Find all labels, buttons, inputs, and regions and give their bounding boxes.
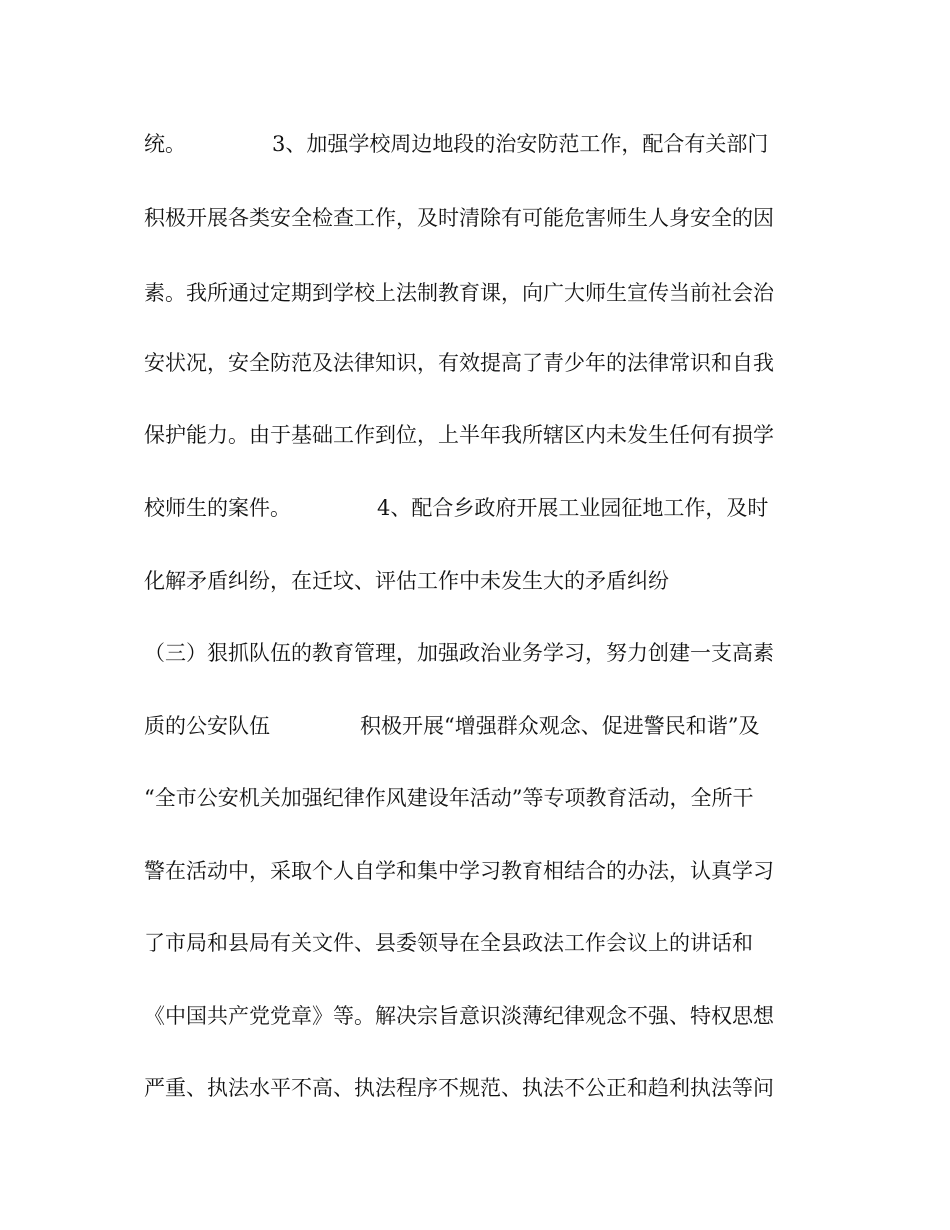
- text-line: [144, 928, 824, 958]
- text-line: [144, 856, 824, 886]
- text-segment: 积极开展“增强群众观念、促进警民和谐”及: [360, 714, 760, 738]
- text-segment: 质的公安队伍: [144, 714, 270, 738]
- text-line: [144, 420, 824, 450]
- text-segment: 严重、执法水平不高、执法程序不规范、执法不公正和趋利执法等问: [144, 1076, 774, 1100]
- text-segment: 校师生的案件。: [144, 496, 291, 520]
- text-segment: 了市局和县局有关文件、县委领导在全县政法工作会议上的讲话和: [144, 931, 753, 955]
- text-segment: 统。: [144, 132, 186, 156]
- text-segment: 《中国共产党党章》等。解决宗旨意识淡薄纪律观念不强、特权思想: [144, 1004, 774, 1028]
- text-segment: 保护能力。由于基础工作到位，上半年我所辖区内未发生任何有损学: [144, 423, 774, 447]
- text-segment: 积极开展各类安全检查工作，及时清除有可能危害师生人身安全的因: [144, 206, 774, 230]
- text-segment: 安状况，安全防范及法律知识，有效提高了青少年的法律常识和自我: [144, 351, 774, 375]
- text-segment: 素。我所通过定期到学校上法制教育课，向广大师生宣传当前社会治: [144, 281, 774, 305]
- text-line: [144, 493, 824, 523]
- text-segment: 警在活动中，采取个人自学和集中学习教育相结合的办法，认真学习: [144, 859, 774, 883]
- text-segment: 4、配合乡政府开展工业园征地工作，及时: [377, 496, 769, 520]
- text-line: [144, 638, 824, 668]
- text-line: [144, 783, 824, 813]
- text-segment: （三）狠抓队伍的教育管理，加强政治业务学习，努力创建一支高素: [144, 641, 774, 665]
- text-line: [144, 1073, 824, 1103]
- text-line: [144, 711, 824, 741]
- text-line: [144, 129, 824, 159]
- text-line: [144, 1001, 824, 1031]
- text-segment: 化解矛盾纠纷，在迁坟、评估工作中未发生大的矛盾纠纷: [144, 569, 669, 593]
- text-segment: “全市公安机关加强纪律作风建设年活动”等专项教育活动，全所干: [144, 786, 754, 810]
- text-segment: 3、加强学校周边地段的治安防范工作，配合有关部门: [272, 132, 769, 156]
- text-line: [144, 278, 824, 308]
- text-line: [144, 348, 824, 378]
- text-line: [144, 203, 824, 233]
- text-line: [144, 566, 824, 596]
